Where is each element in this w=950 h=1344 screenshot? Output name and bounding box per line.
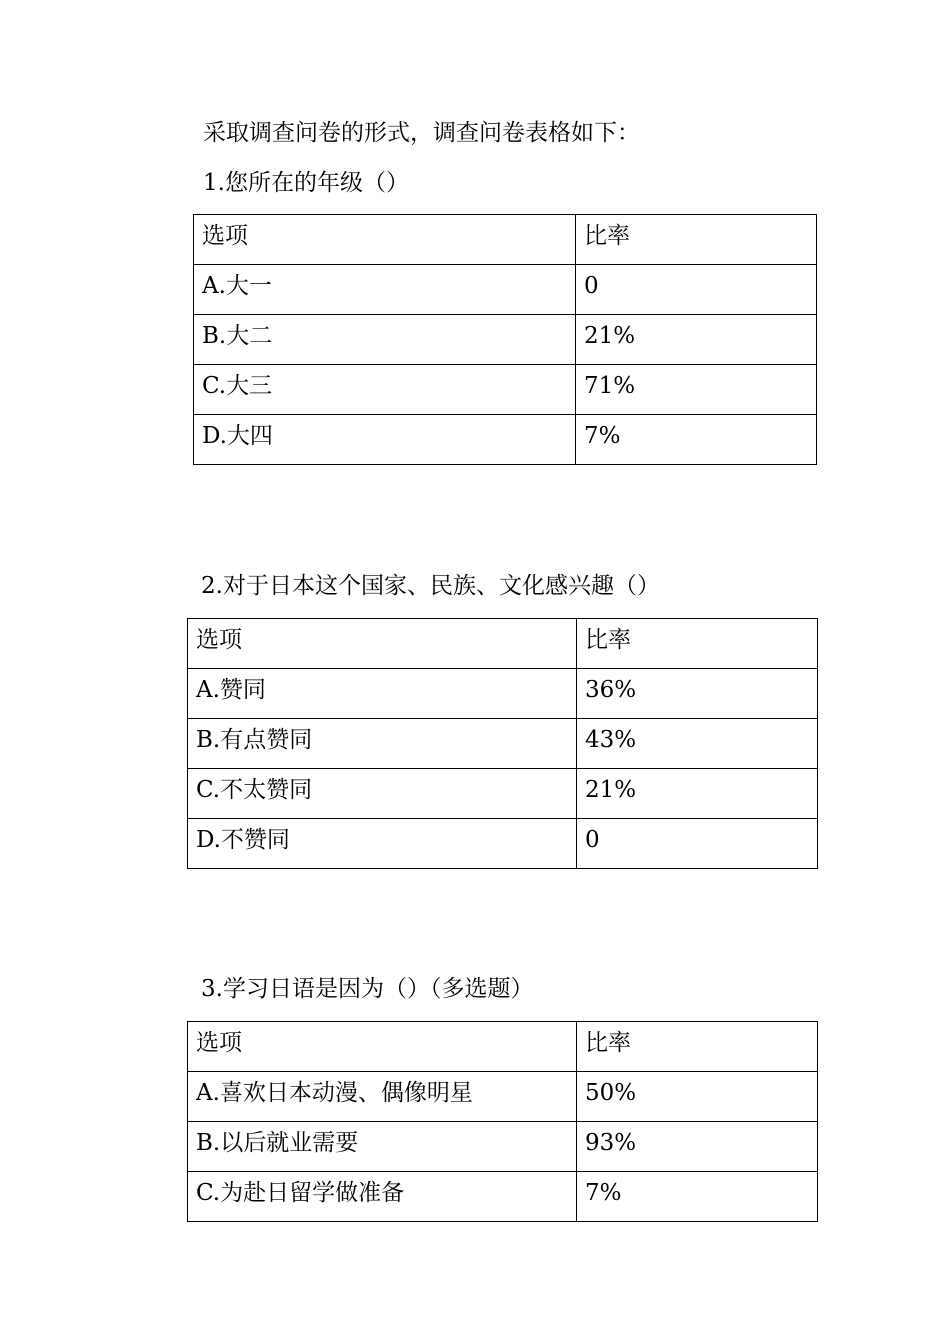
rate-cell: 21% — [577, 769, 818, 819]
question-3-table — [187, 1021, 818, 1222]
table-row — [188, 1172, 818, 1222]
question-1-title: 1.您所在的年级（） — [203, 170, 409, 196]
table-row — [194, 315, 817, 365]
option-cell: B.以后就业需要 — [188, 1122, 577, 1172]
rate-cell: 0 — [577, 819, 818, 869]
option-cell: C.大三 — [194, 365, 576, 415]
rate-cell: 93% — [577, 1122, 818, 1172]
header-cell: 选项 — [188, 619, 577, 669]
table-row — [188, 819, 818, 869]
table-header-row — [188, 1022, 818, 1072]
rate-cell: 7% — [577, 1172, 818, 1222]
question-1-table — [193, 214, 817, 465]
rate-cell: 43% — [577, 719, 818, 769]
table-header-row — [194, 215, 817, 265]
option-cell: A.喜欢日本动漫、偶像明星 — [188, 1072, 577, 1122]
rate-cell: 7% — [576, 415, 817, 465]
option-cell: B.大二 — [194, 315, 576, 365]
option-cell: C.不太赞同 — [188, 769, 577, 819]
header-cell: 比率 — [577, 619, 818, 669]
table-row — [188, 1072, 818, 1122]
table-row — [194, 365, 817, 415]
table-row — [194, 265, 817, 315]
option-cell: C.为赴日留学做准备 — [188, 1172, 577, 1222]
header-cell: 比率 — [577, 1022, 818, 1072]
table-header-row — [188, 619, 818, 669]
rate-cell: 36% — [577, 669, 818, 719]
header-cell: 选项 — [194, 215, 576, 265]
table-row — [188, 769, 818, 819]
option-cell: A.大一 — [194, 265, 576, 315]
question-3-title: 3.学习日语是因为（）（多选题） — [201, 976, 534, 1002]
table-row — [188, 1122, 818, 1172]
rate-cell: 50% — [577, 1072, 818, 1122]
question-2-table — [187, 618, 818, 869]
rate-cell: 0 — [576, 265, 817, 315]
table-row — [194, 415, 817, 465]
header-cell: 比率 — [576, 215, 817, 265]
header-cell: 选项 — [188, 1022, 577, 1072]
rate-cell: 71% — [576, 365, 817, 415]
option-cell: D.大四 — [194, 415, 576, 465]
option-cell: A.赞同 — [188, 669, 577, 719]
table-row — [188, 719, 818, 769]
option-cell: B.有点赞同 — [188, 719, 577, 769]
rate-cell: 21% — [576, 315, 817, 365]
option-cell: D.不赞同 — [188, 819, 577, 869]
question-2-title: 2.对于日本这个国家、民族、文化感兴趣（） — [201, 573, 660, 599]
intro-text: 采取调查问卷的形式，调查问卷表格如下： — [203, 120, 640, 146]
table-row — [188, 669, 818, 719]
